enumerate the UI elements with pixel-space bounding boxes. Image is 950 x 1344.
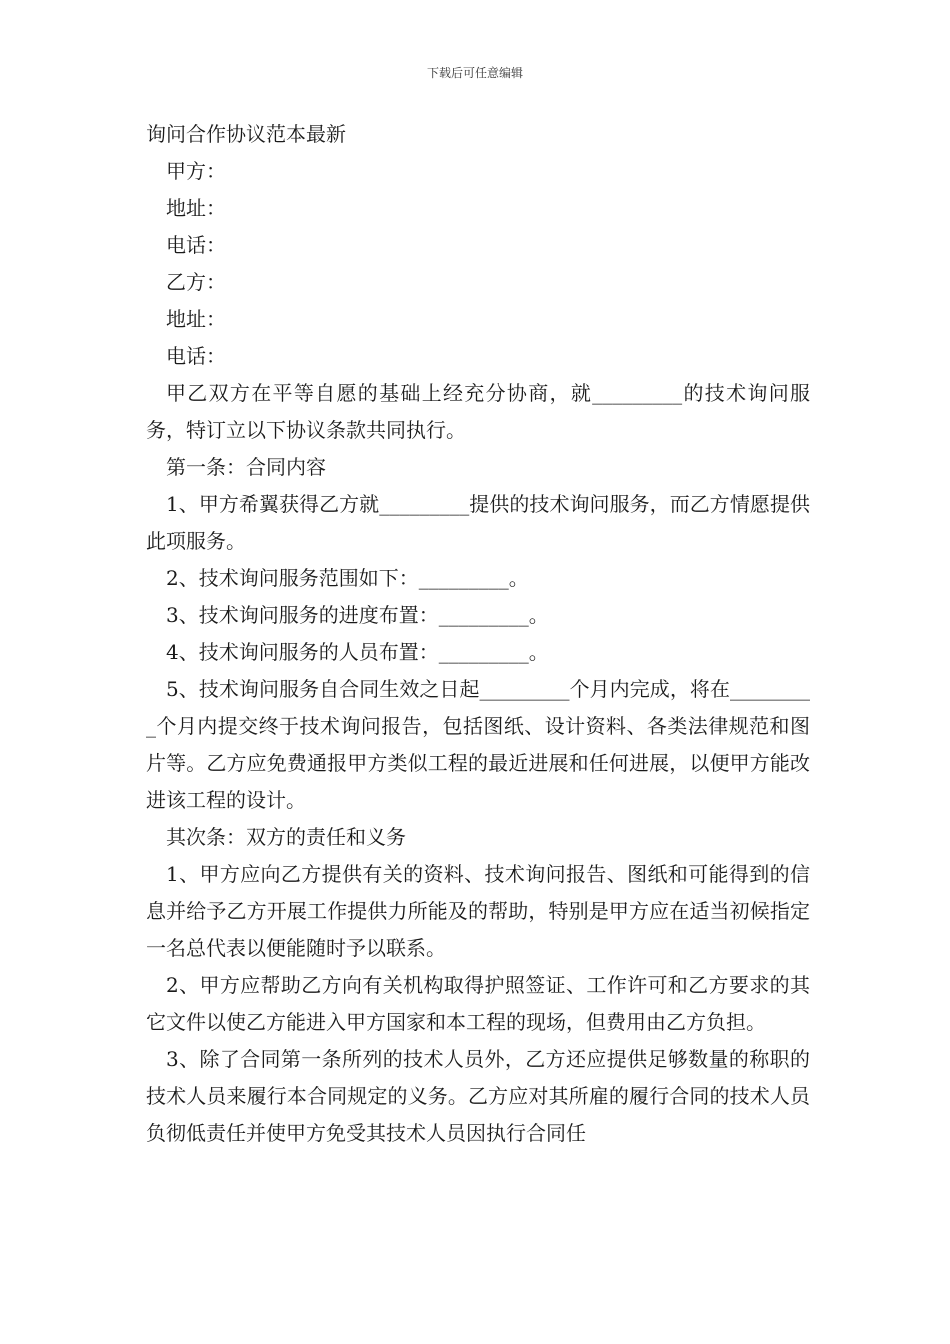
article-1-item: 2、技术询问服务范围如下：_________。 [166, 566, 529, 590]
party-b-address-label: 地址： [166, 307, 226, 331]
document-title: 询问合作协议范本最新 [146, 122, 346, 146]
article-1-item: 5、技术询问服务自合同生效之日起_________个月内完成，将在_________个月内提交终于技术询问报告，包括图纸、设计资料、各类法律规范和图片等。乙方应免费通报甲方类似工程的最近进展和任何进展，以便甲方能改进该工程的设计。 [146, 677, 810, 812]
party-a-address-label: 地址： [166, 196, 226, 220]
article-1-item: 3、技术询问服务的进度布置：_________。 [166, 603, 549, 627]
party-a-label: 甲方： [166, 159, 226, 183]
party-a-phone-label: 电话： [166, 233, 226, 257]
intro-paragraph: 甲乙双方在平等自愿的基础上经充分协商，就_________的技术询问服务，特订立以下协议条款共同执行。 [146, 381, 810, 442]
party-b-label: 乙方： [166, 270, 226, 294]
party-b-phone-label: 电话： [166, 344, 226, 368]
article-2-item: 1、甲方应向乙方提供有关的资料、技术询问报告、图纸和可能得到的信息并给予乙方开展工作提供力所能及的帮助，特别是甲方应在适当初候指定一名总代表以便能随时予以联系。 [146, 862, 810, 960]
article-1-item: 4、技术询问服务的人员布置：_________。 [166, 640, 549, 664]
page-header-note: 下载后可任意编辑 [426, 66, 523, 80]
article-1-heading: 第一条：合同内容 [166, 455, 326, 479]
article-1-item: 1、甲方希翼获得乙方就_________提供的技术询问服务，而乙方情愿提供此项服务。 [146, 492, 810, 553]
article-2-item: 3、除了合同第一条所列的技术人员外，乙方还应提供足够数量的称职的技术人员来履行本合同规定的义务。乙方应对其所雇的履行合同的技术人员负彻低责任并使甲方免受其技术人员因执行合同任 [146, 1047, 810, 1145]
article-2-heading: 其次条：双方的责任和义务 [166, 825, 406, 849]
document-body [146, 116, 810, 1152]
article-2-item: 2、甲方应帮助乙方向有关机构取得护照签证、工作许可和乙方要求的其它文件以使乙方能进入甲方国家和本工程的现场，但费用由乙方负担。 [146, 973, 810, 1034]
